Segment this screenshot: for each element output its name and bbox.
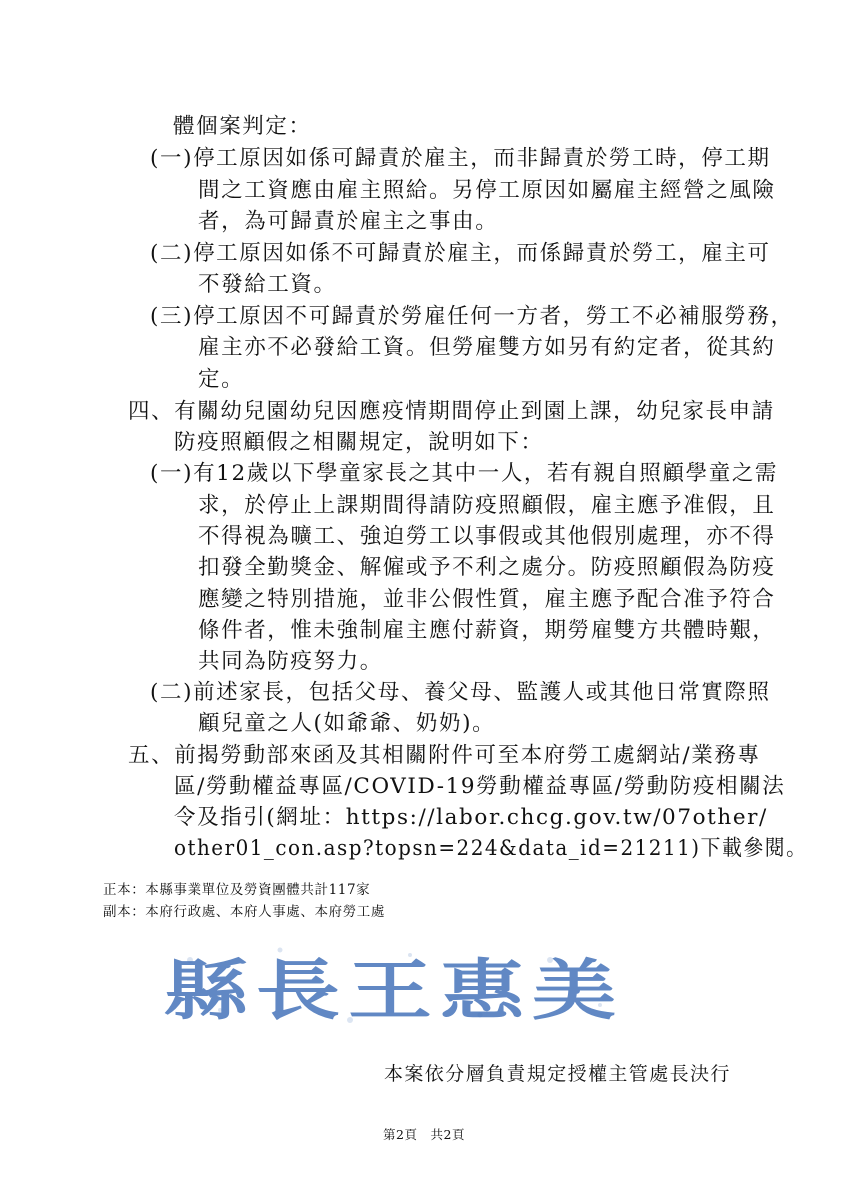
body-line: 五、前揭勞動部來函及其相關附件可至本府勞工處網站/業務專 [128, 743, 761, 768]
seal-char: 長 [255, 951, 340, 1029]
seal-char: 縣 [164, 951, 249, 1029]
body-line: 防疫照顧假之相關規定，說明如下： [174, 430, 544, 455]
body-line: (三)停工原因不可歸責於勞雇任何一方者，勞工不必補服勞務， [150, 304, 794, 329]
signature-seal [150, 930, 630, 1040]
body-line: 顧兒童之人(如爺爺、奶奶)。 [198, 711, 496, 736]
body-line: 令及指引(網址：https://labor.chcg.gov.tw/07other/ [174, 805, 768, 830]
seal-char: 惠 [439, 951, 524, 1029]
body-line: (一)停工原因如係可歸責於雇主，而非歸責於勞工時，停工期 [150, 146, 771, 171]
body-line: 條件者，惟未強制雇主應付薪資，期勞雇雙方共體時艱， [198, 618, 776, 643]
recipient-main: 正本：本縣事業單位及勞資團體共計117家 [103, 882, 371, 898]
body-line: (二)停工原因如係不可歸責於雇主，而係歸責於勞工，雇主可 [150, 241, 771, 266]
body-line: 不得視為曠工、強迫勞工以事假或其他假別處理，亦不得 [198, 524, 776, 549]
body-line: (一)有12歲以下學童家長之其中一人，若有親自照顧學童之需 [150, 461, 779, 486]
seal-char: 美 [531, 951, 616, 1029]
page-number: 第2頁 共2頁 [383, 1127, 465, 1142]
decision-note: 本案依分層負責規定授權主管處長決行 [384, 1063, 731, 1085]
seal-char: 王 [347, 951, 432, 1029]
body-line: 扣發全勤獎金、解僱或予不利之處分。防疫照顧假為防疫 [198, 555, 776, 580]
body-line: 應變之特別措施，並非公假性質，雇主應予配合准予符合 [198, 587, 776, 612]
seal-characters [150, 930, 630, 1040]
body-line: 求，於停止上課期間得請防疫照顧假，雇主應予准假，且 [198, 493, 776, 518]
body-line: 間之工資應由雇主照給。另停工原因如屬雇主經營之風險 [198, 178, 776, 203]
body-line: (二)前述家長，包括父母、養父母、監護人或其他日常實際照 [150, 680, 771, 705]
body-line: 定。 [198, 367, 245, 392]
body-line: 體個案判定： [173, 114, 312, 139]
body-line: other01_con.asp?topsn=224&data_id=21211)下載參閱。 [174, 836, 808, 861]
body-line: 雇主亦不必發給工資。但勞雇雙方如另有約定者，從其約 [198, 335, 776, 360]
body-line: 區/勞動權益專區/COVID-19勞動權益專區/勞動防疫相關法 [174, 774, 786, 799]
body-line: 共同為防疫努力。 [198, 649, 383, 674]
recipient-copy: 副本：本府行政處、本府人事處、本府勞工處 [103, 904, 385, 920]
body-line: 者，為可歸責於雇主之事由。 [198, 209, 499, 234]
body-line: 不發給工資。 [198, 272, 337, 297]
body-line: 四、有關幼兒園幼兒因應疫情期間停止到園上課，幼兒家長申請 [128, 399, 775, 424]
